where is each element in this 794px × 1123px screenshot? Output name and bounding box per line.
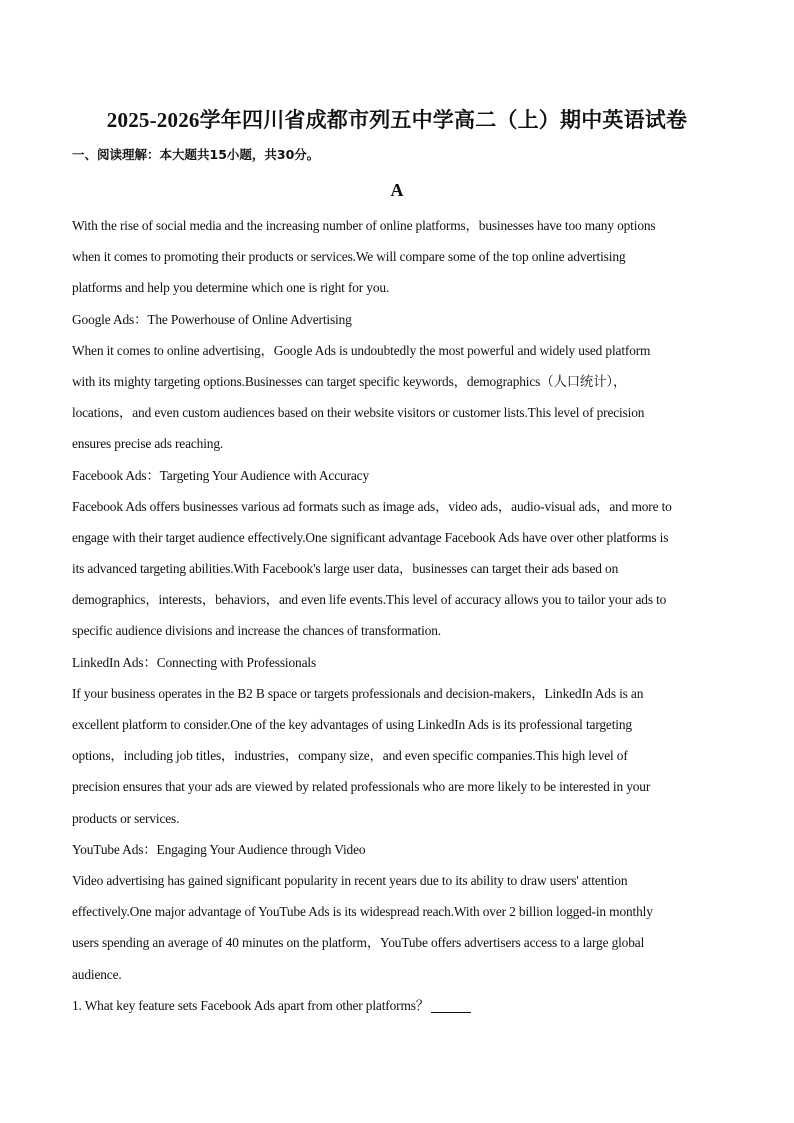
passage-line: excellent platform to consider.One of the key advantages of using LinkedIn Ads is its professional targeting: [72, 717, 632, 732]
passage-line: ensures precise ads reaching.: [72, 436, 224, 452]
passage-line: its advanced targeting abilities.With Facebook's large user data，businesses can target their ads based on: [72, 561, 619, 577]
passage-line: options，including job titles，industries，company size，and even specific companies.This high level of: [72, 748, 628, 764]
passage-line: specific audience divisions and increase the chances of transformation.: [72, 623, 441, 639]
passage-line: Video advertising has gained significant popularity in recent years due to its ability to draw users' attention: [72, 872, 628, 888]
passage-line: when it comes to promoting their products or services.We will compare some of the top online advertising: [72, 249, 626, 265]
question-1-text: 1. What key feature sets Facebook Ads apart from other platforms？: [72, 997, 430, 1013]
subheading-linkedin-ads: LinkedIn Ads：Connecting with Professionals: [72, 654, 317, 670]
passage-line: platforms and help you determine which one is right for you.: [72, 280, 390, 296]
passage-line: engage with their target audience effectively.One significant advantage Facebook Ads have over other platforms is: [72, 529, 669, 545]
passage-line: With the rise of social media and the increasing number of online platforms，businesses have too many options: [72, 218, 656, 233]
passage-line: When it comes to online advertising，Google Ads is undoubtedly the most powerful and widely used platform: [72, 342, 651, 358]
passage-line: audience.: [72, 966, 122, 982]
subheading-facebook-ads: Facebook Ads：Targeting Your Audience with Accuracy: [72, 467, 370, 483]
passage-line: precision ensures that your ads are viewed by related professionals who are more likely to be interested in your: [72, 779, 651, 795]
passage-line: users spending an average of 40 minutes on the platform，YouTube offers advertisers access to a large global: [72, 935, 645, 951]
exam-title: 2025-2026学年四川省成都市列五中学高二（上）期中英语试卷: [106, 108, 688, 132]
question-1: [72, 994, 732, 1025]
subheading-youtube-ads: YouTube Ads：Engaging Your Audience through Video: [72, 841, 366, 857]
subheading-google-ads: Google Ads：The Powerhouse of Online Advertising: [72, 311, 352, 327]
passage-line: demographics，interests，behaviors，and even life events.This level of accuracy allows you to tailor your ads to: [72, 592, 667, 608]
section-heading: 一、阅读理解：本大题共15小题，共30分。: [72, 147, 320, 162]
passage-line: effectively.One major advantage of YouTube Ads is its widespread reach.With over 2 billion logged-in monthly: [72, 904, 653, 920]
answer-blank[interactable]: [431, 998, 471, 1013]
passage-line: products or services.: [72, 810, 180, 826]
passage-line: locations，and even custom audiences based on their website visitors or customer lists.This level of precision: [72, 405, 645, 421]
passage-line: with its mighty targeting options.Businesses can target specific keywords，demographics（人口统计），: [72, 373, 627, 389]
passage-line: If your business operates in the B2 B space or targets professionals and decision-makers，LinkedIn Ads is an: [72, 685, 644, 701]
passage-text: [72, 214, 732, 1025]
passage-label: A: [390, 180, 404, 200]
passage-line: Facebook Ads offers businesses various ad formats such as image ads，video ads，audio-visual ads，and more to: [72, 498, 672, 514]
